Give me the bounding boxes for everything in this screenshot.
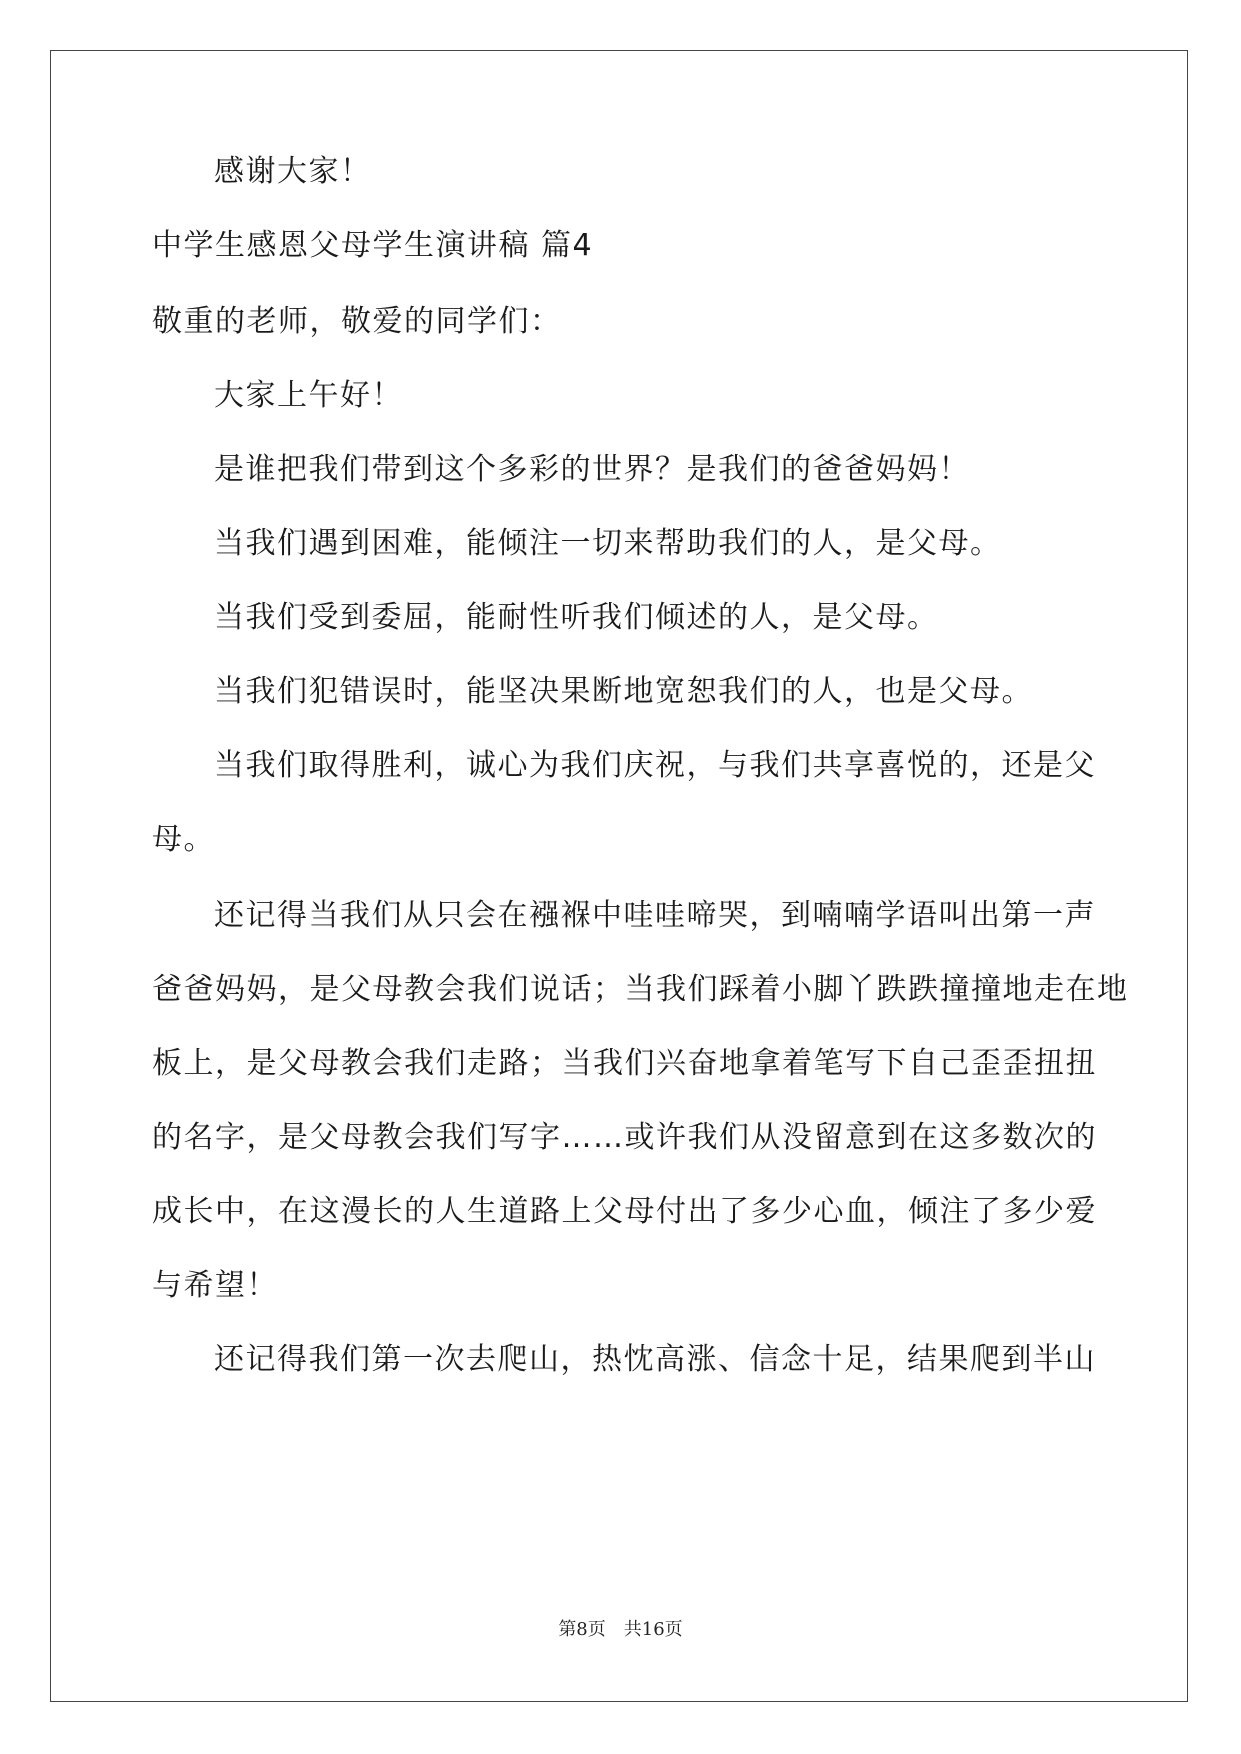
closing-thanks: 感谢大家！ — [214, 154, 372, 189]
paragraph-line: 的名字，是父母教会我们写字……或许我们从没留意到在这多数次的 — [152, 1120, 1097, 1155]
paragraph-line: 是谁把我们带到这个多彩的世界？是我们的爸爸妈妈！ — [214, 452, 970, 487]
salutation: 敬重的老师，敬爱的同学们： — [152, 304, 562, 339]
paragraph-line: 与希望！ — [152, 1268, 278, 1303]
page-number-footer: 第8页 共16页 — [558, 1619, 683, 1640]
section-heading: 中学生感恩父母学生演讲稿 篇4 — [152, 228, 594, 263]
page-border — [50, 50, 1188, 1702]
greeting: 大家上午好！ — [214, 378, 403, 413]
paragraph-line: 当我们遇到困难，能倾注一切来帮助我们的人，是父母。 — [214, 526, 1002, 561]
paragraph-line: 当我们受到委屈，能耐性听我们倾述的人，是父母。 — [214, 600, 939, 635]
paragraph-line: 成长中，在这漫长的人生道路上父母付出了多少心血，倾注了多少爱 — [152, 1194, 1097, 1229]
paragraph-line: 爸爸妈妈，是父母教会我们说话；当我们踩着小脚丫跌跌撞撞地走在地 — [152, 972, 1129, 1007]
paragraph-line: 当我们犯错误时，能坚决果断地宽恕我们的人，也是父母。 — [214, 674, 1033, 709]
paragraph-line: 当我们取得胜利，诚心为我们庆祝，与我们共享喜悦的，还是父 — [214, 748, 1096, 783]
paragraph-line: 母。 — [152, 822, 215, 857]
paragraph-line: 还记得我们第一次去爬山，热忱高涨、信念十足，结果爬到半山 — [214, 1342, 1096, 1377]
paragraph-line: 板上，是父母教会我们走路；当我们兴奋地拿着笔写下自己歪歪扭扭 — [152, 1046, 1097, 1081]
paragraph-line: 还记得当我们从只会在襁褓中哇哇啼哭，到喃喃学语叫出第一声 — [214, 898, 1096, 933]
